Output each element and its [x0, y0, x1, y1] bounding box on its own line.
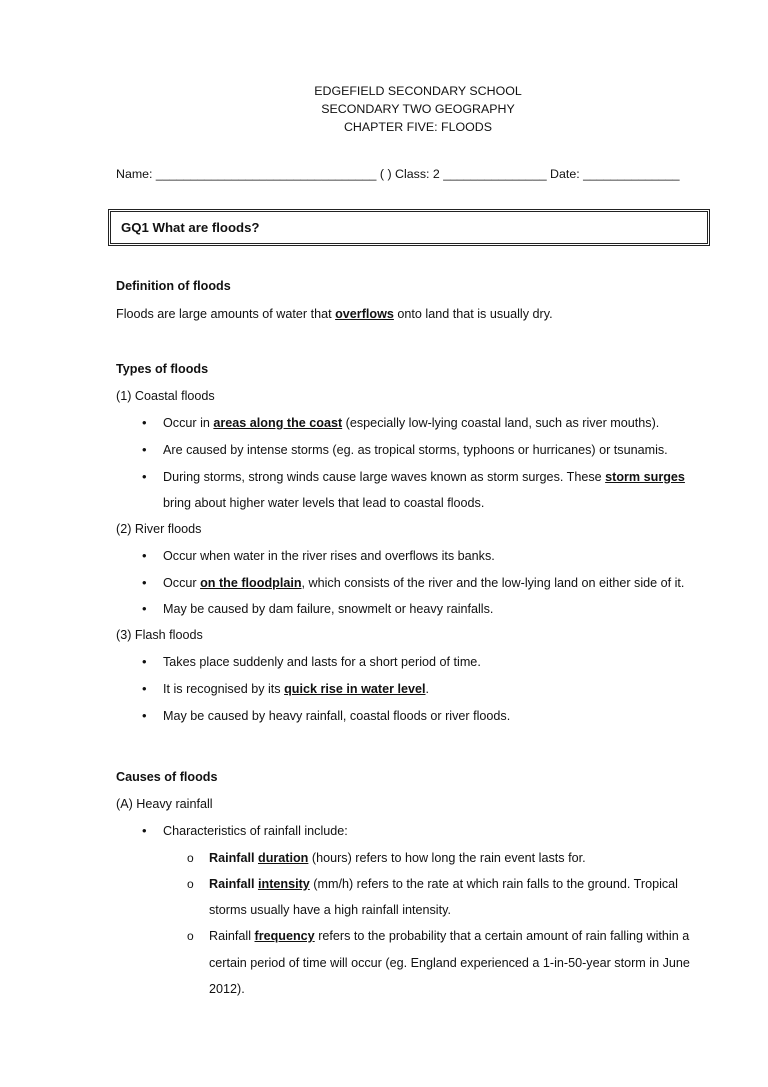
document-header: [0, 82, 768, 136]
list-item-continuation: bring about higher water levels that lead to coastal floods.: [163, 496, 485, 510]
flash-floods-title: (3) Flash floods: [116, 628, 203, 642]
sub-list-item-continuation: storms usually have a high rainfall intensity.: [209, 903, 451, 917]
list-item: [142, 601, 494, 616]
item-keyword: quick rise in water level: [284, 682, 426, 696]
heavy-rainfall-title: (A) Heavy rainfall: [116, 797, 213, 811]
item-keyword: areas along the coast: [213, 416, 343, 430]
bullet-icon: •: [142, 415, 147, 430]
causes-heading: Causes of floods: [116, 770, 218, 784]
circle-bullet-icon: o: [187, 929, 194, 943]
item-keyword: storm surges: [605, 470, 685, 484]
student-info-line: Name: ________________________________ ( ) Class: 2 _______________ Date: ______________: [116, 167, 680, 181]
circle-bullet-icon: o: [187, 851, 194, 865]
definition-heading: Definition of floods: [116, 279, 231, 293]
list-item: [142, 415, 660, 430]
item-text: (hours) refers to how long the rain event lasts for.: [308, 851, 586, 865]
river-floods-title: (2) River floods: [116, 522, 202, 536]
item-text: refers to the probability that a certain amount of rain falling within a: [314, 929, 690, 943]
item-text: Are caused by intense storms (eg. as tropical storms, typhoons or hurricanes) or tsunamis.: [163, 443, 668, 457]
definition-keyword: overflows: [335, 307, 394, 321]
guiding-question-title: GQ1 What are floods?: [121, 220, 260, 235]
list-item: [142, 708, 511, 723]
item-text: (especially low-lying coastal land, such as river mouths).: [342, 416, 660, 430]
list-item: [142, 575, 685, 590]
bullet-icon: •: [142, 601, 147, 616]
definition-post: onto land that is usually dry.: [393, 307, 553, 321]
subject-title: SECONDARY TWO GEOGRAPHY: [321, 102, 515, 116]
guiding-question-box: [108, 209, 710, 246]
item-text: Takes place suddenly and lasts for a short period of time.: [163, 655, 481, 669]
item-text: During storms, strong winds cause large waves known as storm surges. These: [163, 470, 606, 484]
list-item: [142, 823, 348, 838]
sub-list-item-continuation: 2012).: [209, 982, 245, 996]
list-item: [142, 442, 668, 457]
bullet-icon: •: [142, 681, 147, 696]
types-heading: Types of floods: [116, 362, 209, 376]
item-text: May be caused by dam failure, snowmelt or heavy rainfalls.: [163, 602, 494, 616]
list-item: [142, 654, 481, 669]
circle-bullet-icon: o: [187, 877, 194, 891]
item-text: Occur when water in the river rises and overflows its banks.: [163, 549, 495, 563]
definition-text: [116, 307, 553, 321]
item-text: Occur: [163, 576, 201, 590]
item-text: Characteristics of rainfall include:: [163, 824, 348, 838]
bullet-icon: •: [142, 708, 147, 723]
coastal-floods-title: (1) Coastal floods: [116, 389, 215, 403]
item-text: , which consists of the river and the low-lying land on either side of it.: [301, 576, 685, 590]
list-item: [142, 548, 495, 563]
definition-pre: Floods are large amounts of water that: [116, 307, 336, 321]
chapter-title: CHAPTER FIVE: FLOODS: [343, 120, 493, 134]
item-keyword: duration: [258, 851, 309, 865]
bullet-icon: •: [142, 442, 147, 457]
school-name: EDGEFIELD SECONDARY SCHOOL: [314, 84, 522, 98]
item-text: It is recognised by its: [163, 682, 285, 696]
list-item: [142, 681, 429, 696]
item-text: Rainfall: [209, 877, 258, 891]
list-item: [142, 469, 685, 484]
item-text: (mm/h) refers to the rate at which rain falls to the ground. Tropical: [309, 877, 678, 891]
item-text: Occur in: [163, 416, 214, 430]
bullet-icon: •: [142, 654, 147, 669]
sub-list-item: [187, 851, 586, 865]
bullet-icon: •: [142, 575, 147, 590]
bullet-icon: •: [142, 548, 147, 563]
item-keyword: frequency: [254, 929, 315, 943]
item-keyword: intensity: [258, 877, 310, 891]
item-text: Rainfall: [209, 929, 255, 943]
item-text: May be caused by heavy rainfall, coastal floods or river floods.: [163, 709, 511, 723]
sub-list-item-continuation: certain period of time will occur (eg. England experienced a 1-in-50-year storm in June: [209, 956, 690, 970]
item-keyword: on the floodplain: [200, 576, 302, 590]
bullet-icon: •: [142, 469, 147, 484]
bullet-icon: •: [142, 823, 147, 838]
item-text: Rainfall: [209, 851, 258, 865]
item-text: .: [425, 682, 429, 696]
sub-list-item: [187, 877, 678, 891]
sub-list-item: [187, 929, 690, 943]
